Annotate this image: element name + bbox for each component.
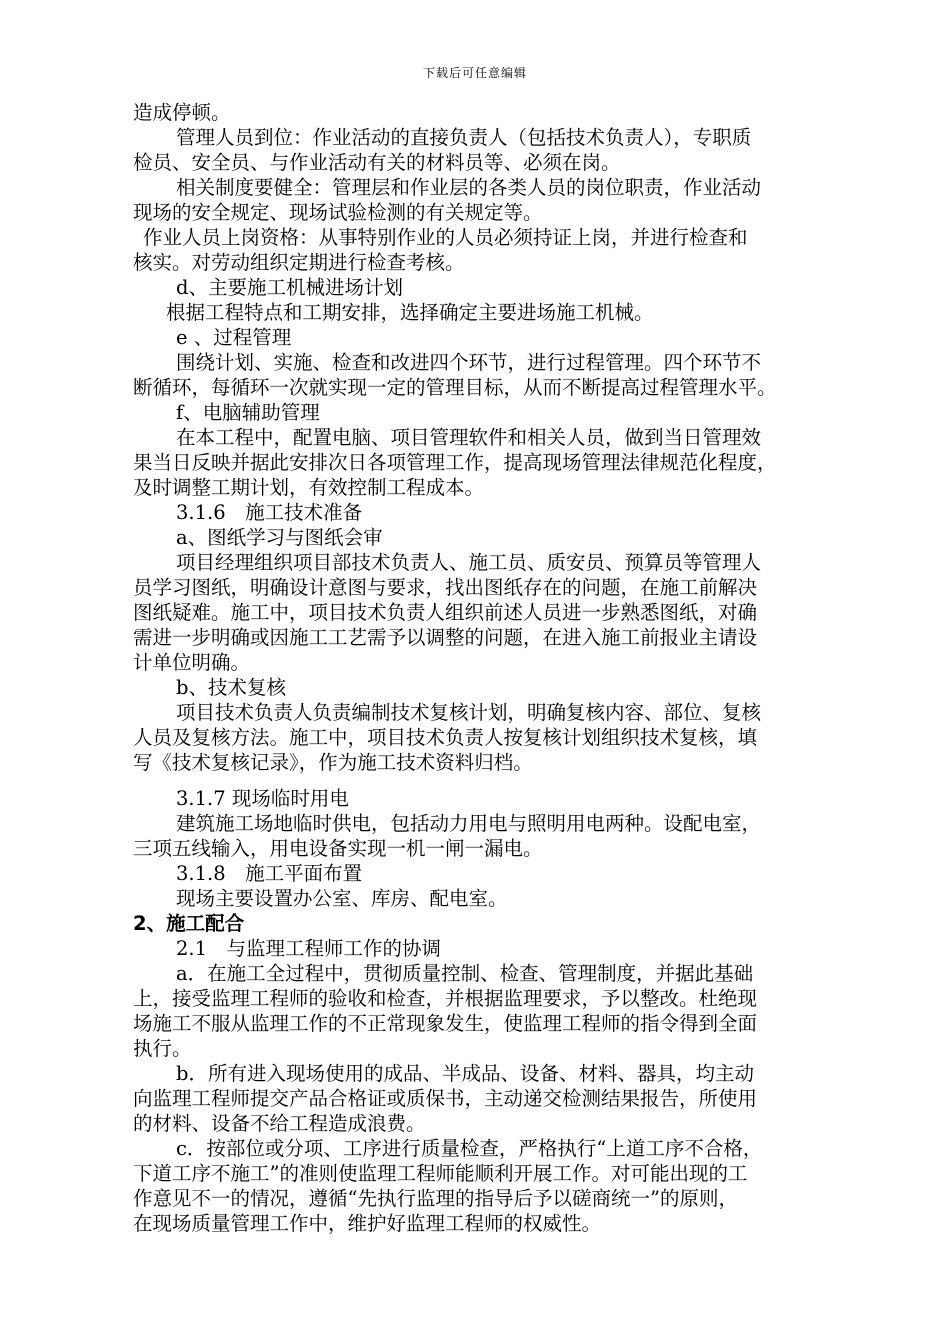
text-line: 围绕计划、实施、检查和改进四个环节，进行过程管理。四个环节不 [176,351,762,374]
text-line: 需进一步明确或因施工工艺需予以调整的问题，在进入施工前报业主请设 [133,626,758,649]
text-line: 果当日反映并据此安排次日各项管理工作，提高现场管理法律规范化程度， [133,451,777,474]
text-line: 员学习图纸，明确设计意图与要求，找出图纸存在的问题，在施工前解决 [133,576,758,599]
text-line: 3.1.8 施工平面布置 [176,862,363,885]
text-line: 写《技术复核记录》，作为施工技术资料归档。 [133,751,533,774]
text-line: a、图纸学习与图纸会审 [176,526,383,549]
text-line: 核实。对劳动组织定期进行检查考核。 [133,251,465,274]
text-line: 相关制度要健全：管理层和作业层的各类人员的岗位职责，作业活动 [176,176,762,199]
section-heading: 2、施工配合 [133,912,245,935]
text-line: a．在施工全过程中，贯彻质量控制、检查、管理制度，并据此基础 [176,962,754,985]
text-line: 及时调整工期计划，有效控制工程成本。 [133,476,485,499]
text-line: 执行。 [133,1037,192,1060]
text-line: 作业人员上岗资格：从事特别作业的人员必须持证上岗，并进行检查和 [143,226,748,249]
text-line: 在本工程中，配置电脑、项目管理软件和相关人员，做到当日管理效 [176,426,762,449]
text-line: 三项五线输入，用电设备实现一机一闸一漏电。 [133,837,543,860]
text-line: 项目技术负责人负责编制技术复核计划，明确复核内容、部位、复核 [176,701,762,724]
text-line: 作意见不一的情况，遵循“先执行监理的指导后予以磋商统一”的原则， [133,1187,738,1210]
text-line: 人员及复核方法。施工中，项目技术负责人按复核计划组织技术复核，填 [133,726,758,749]
text-line: 现场主要设置办公室、库房、配电室。 [176,887,508,910]
page-header: 下载后可任意编辑 [422,66,527,80]
text-line: c．按部位或分项、工序进行质量检查，严格执行“上道工序不合格， [176,1137,763,1160]
text-line: 现场的安全规定、现场试验检测的有关规定等。 [133,201,543,224]
text-line: e 、过程管理 [176,326,292,349]
text-line: 3.1.7 现场临时用电 [176,787,349,810]
text-line: 检员、安全员、与作业活动有关的材料员等、必须在岗。 [133,151,621,174]
text-line: 上，接受监理工程师的验收和检查，并根据监理要求，予以整改。杜绝现 [133,987,758,1010]
text-line: 管理人员到位：作业活动的直接负责人（包括技术负责人），专职质 [176,126,752,149]
text-line: 的材料、设备不给工程造成浪费。 [133,1112,426,1135]
text-line: 图纸疑难。施工中，项目技术负责人组织前述人员进一步熟悉图纸，对确 [133,601,758,624]
text-line: 2.1 与监理工程师工作的协调 [176,937,442,960]
text-line: 建筑施工场地临时供电，包括动力用电与照明用电两种。设配电室， [176,812,762,835]
text-line: 在现场质量管理工作中，维护好监理工程师的权威性。 [133,1212,602,1235]
text-line: 项目经理组织项目部技术负责人、施工员、质安员、预算员等管理人 [176,551,762,574]
text-line: b．所有进入现场使用的成品、半成品、设备、材料、器具，均主动 [176,1062,754,1085]
text-line: 根据工程特点和工期安排，选择确定主要进场施工机械。 [166,301,654,324]
text-line: 向监理工程师提交产品合格证或质保书，主动递交检测结果报告，所使用 [133,1087,758,1110]
text-line: 下道工序不施工”的准则使监理工程师能顺利开展工作。对可能出现的工 [133,1162,748,1185]
text-line: 造成停顿。 [133,101,231,124]
text-line: 断循环，每循环一次就实现一定的管理目标，从而不断提高过程管理水平。 [133,376,777,399]
text-line: b、技术复核 [176,676,286,699]
text-line: 场施工不服从监理工作的不正常现象发生，使监理工程师的指令得到全面 [133,1012,758,1035]
text-line: 计单位明确。 [133,651,251,674]
text-line: d、主要施工机械进场计划 [176,276,403,299]
text-line: 3.1.6 施工技术准备 [176,501,363,524]
text-line: f、电脑辅助管理 [176,401,320,424]
